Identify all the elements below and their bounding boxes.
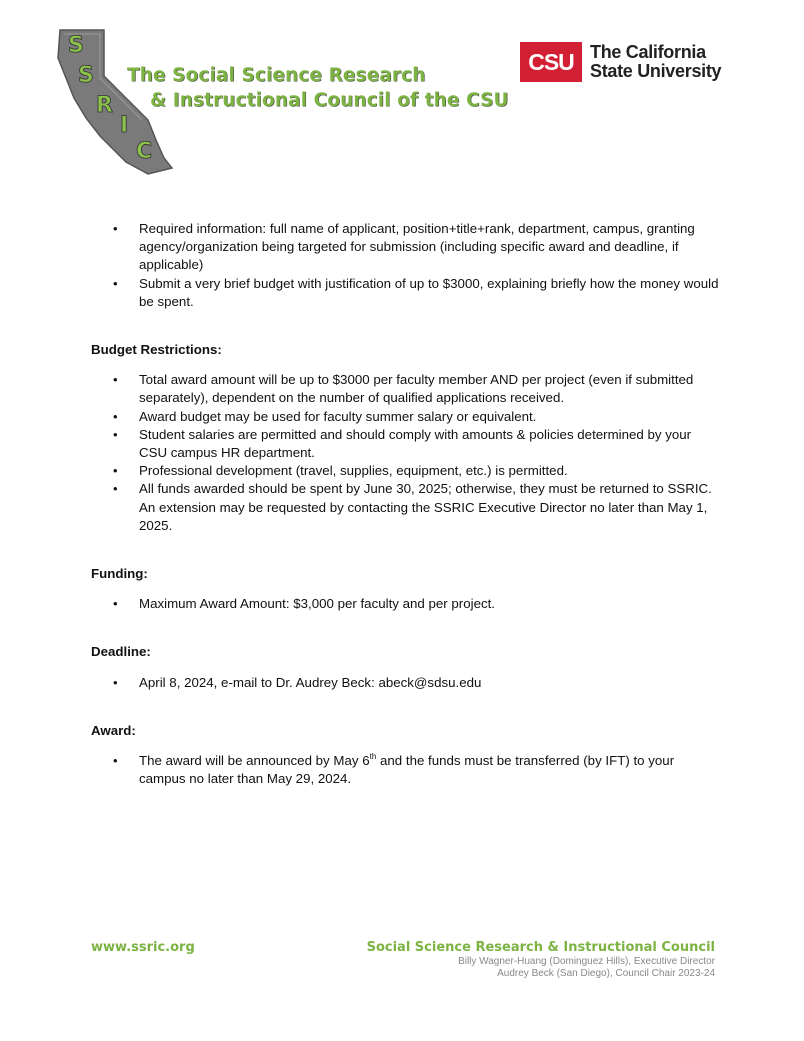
list-item: • Required information: full name of applicant, position+title+rank, department, campus, granting agency/organization being targeted for submission (including specific award and deadline, if applicable) <box>91 220 721 275</box>
logo-letter-c: C <box>136 139 153 164</box>
budget-heading: Budget Restrictions: <box>91 342 222 358</box>
org-name-line2: & Instructional Council of the CSU <box>150 90 509 111</box>
logo-letter-i: I <box>120 113 129 138</box>
logo-letter-r: R <box>96 93 113 118</box>
deadline-list <box>91 674 721 692</box>
award-text-after: and the funds must be transferred (by IFT) to your campus no later than May 29, 2024. <box>139 753 675 787</box>
footer-director: Billy Wagner-Huang (Dominguez Hills), Executive Director <box>458 956 715 967</box>
logo-letter-s1: S <box>68 33 84 58</box>
award-text-before: The award will be announced by May 6 <box>139 753 370 769</box>
footer-chair: Audrey Beck (San Diego), Council Chair 2023-24 <box>497 968 715 979</box>
list-item: • April 8, 2024, e-mail to Dr. Audrey Beck: abeck@sdsu.edu <box>91 674 721 692</box>
org-name-line1: The Social Science Research <box>127 65 426 86</box>
footer-contact <box>367 940 715 980</box>
list-item: • Professional development (travel, supplies, equipment, etc.) is permitted. <box>91 462 721 480</box>
award-list <box>91 752 721 788</box>
award-heading: Award: <box>91 722 136 738</box>
list-item: • Student salaries are permitted and should comply with amounts & policies determined by your CSU campus HR department. <box>91 426 721 462</box>
footer-url-link[interactable]: www.ssric.org <box>91 940 195 955</box>
page-header <box>0 0 804 190</box>
csu-name-line1: The California <box>590 42 706 62</box>
list-item: • Maximum Award Amount: $3,000 per faculty and per project. <box>91 595 721 613</box>
list-item: • Submit a very brief budget with justification of up to $3000, explaining briefly how the money would be spent. <box>91 275 721 311</box>
funding-list <box>91 595 721 613</box>
budget-list <box>91 371 721 535</box>
deadline-heading: Deadline: <box>91 644 151 660</box>
csu-logo-mark: CSU <box>520 42 582 82</box>
funding-heading: Funding: <box>91 566 148 582</box>
footer-title: Social Science Research & Instructional Council <box>366 940 715 955</box>
list-item <box>91 752 721 788</box>
list-item: • Total award amount will be up to $3000 per faculty member AND per project (even if submitted separately), dependent on the number of qualified applications received. <box>91 371 721 407</box>
csu-name <box>590 43 721 81</box>
intro-list <box>91 220 721 311</box>
list-item: • All funds awarded should be spent by June 30, 2025; otherwise, they must be returned to SSRIC. An extension may be requested by contacting the SSRIC Executive Director no later than May 1, 2025. <box>91 480 721 535</box>
logo-letter-s2: S <box>78 63 94 88</box>
document-body <box>91 220 721 788</box>
csu-name-line2: State University <box>590 61 722 81</box>
award-superscript: th <box>369 752 377 762</box>
list-item: • Award budget may be used for faculty summer salary or equivalent. <box>91 408 721 426</box>
